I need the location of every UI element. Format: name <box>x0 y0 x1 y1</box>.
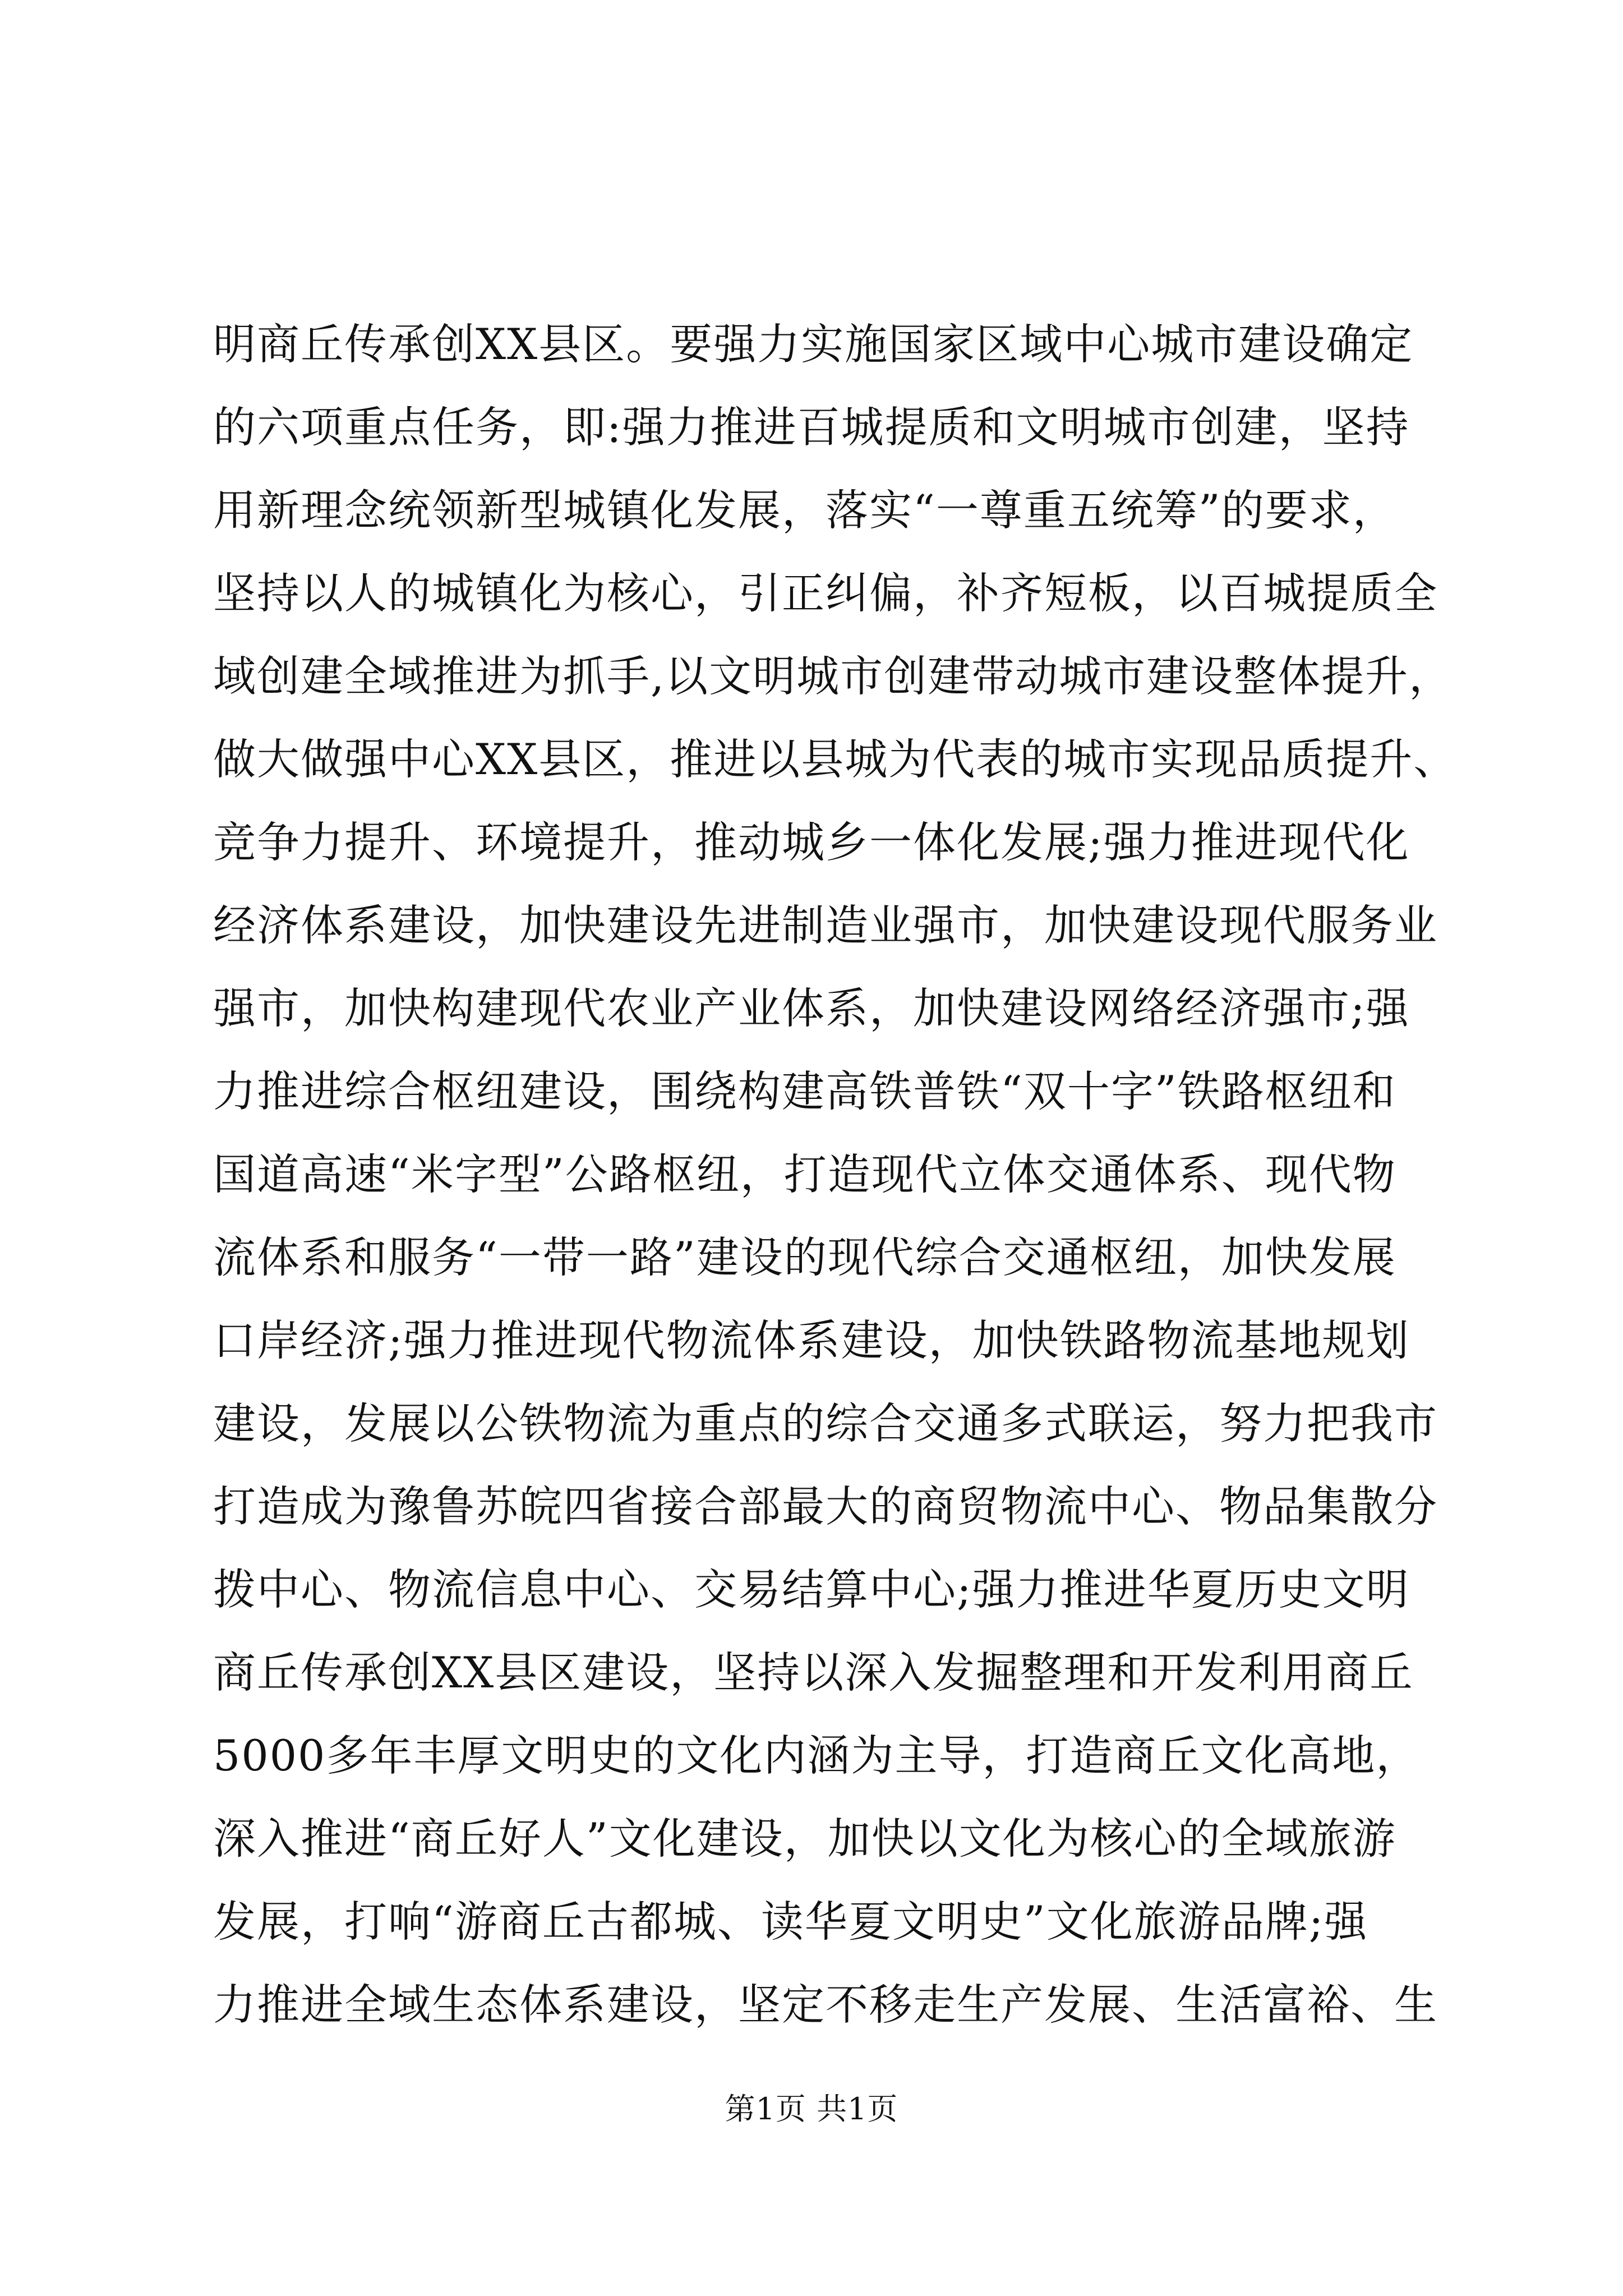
text-line: 深入推进“商丘好人”文化建设，加快以文化为核心的全域旅游 <box>213 1814 1396 1864</box>
text-line: 力推进全域生态体系建设，坚定不移走生产发展、生活富裕、生 <box>213 1980 1438 2030</box>
text-line: 力推进综合枢纽建设，围绕构建高铁普铁“双十字”铁路枢纽和 <box>213 1066 1396 1116</box>
text-line: 流体系和服务“一带一路”建设的现代综合交通枢纽，加快发展 <box>213 1232 1396 1282</box>
text-line: 强市，加快构建现代农业产业体系，加快建设网络经济强市;强 <box>213 983 1410 1033</box>
text-line: 打造成为豫鲁苏皖四省接合部最大的商贸物流中心、物品集散分 <box>213 1481 1438 1531</box>
text-line: 商丘传承创XX县区建设，坚持以深入发掘整理和开发利用商丘 <box>213 1648 1414 1697</box>
text-line: 发展，打响“游商丘古都城、读华夏文明史”文化旅游品牌;强 <box>213 1897 1368 1947</box>
text-line: 经济体系建设，加快建设先进制造业强市，加快建设现代服务业 <box>213 900 1438 950</box>
body-text <box>213 303 1458 2046</box>
page-number: 第1页 共1页 <box>725 2091 898 2127</box>
text-line: 坚持以人的城镇化为核心，引正纠偏，补齐短板，以百城提质全 <box>213 568 1438 618</box>
text-line: 的六项重点任务，即:强力推进百城提质和文明城市创建，坚持 <box>213 402 1410 452</box>
page-footer <box>0 2087 1623 2132</box>
text-line: 明商丘传承创XX县区。要强力实施国家区域中心城市建设确定 <box>213 319 1414 369</box>
text-line: 做大做强中心XX县区，推进以县城为代表的城市实现品质提升、 <box>213 734 1458 784</box>
text-line: 建设，发展以公铁物流为重点的综合交通多式联运，努力把我市 <box>213 1398 1438 1448</box>
text-line: 域创建全域推进为抓手,以文明城市创建带动城市建设整体提升， <box>213 651 1453 701</box>
text-line: 竞争力提升、环境提升，推动城乡一体化发展;强力推进现代化 <box>213 817 1410 867</box>
text-line: 拨中心、物流信息中心、交易结算中心;强力推进华夏历史文明 <box>213 1565 1410 1614</box>
text-line: 5000多年丰厚文明史的文化内涵为主导，打造商丘文化高地， <box>213 1731 1420 1780</box>
text-line: 口岸经济;强力推进现代物流体系建设，加快铁路物流基地规划 <box>213 1315 1410 1365</box>
text-line: 用新理念统领新型城镇化发展，落实“一尊重五统筹”的要求， <box>213 485 1396 535</box>
text-line: 国道高速“米字型”公路枢纽，打造现代立体交通体系、现代物 <box>213 1149 1396 1199</box>
